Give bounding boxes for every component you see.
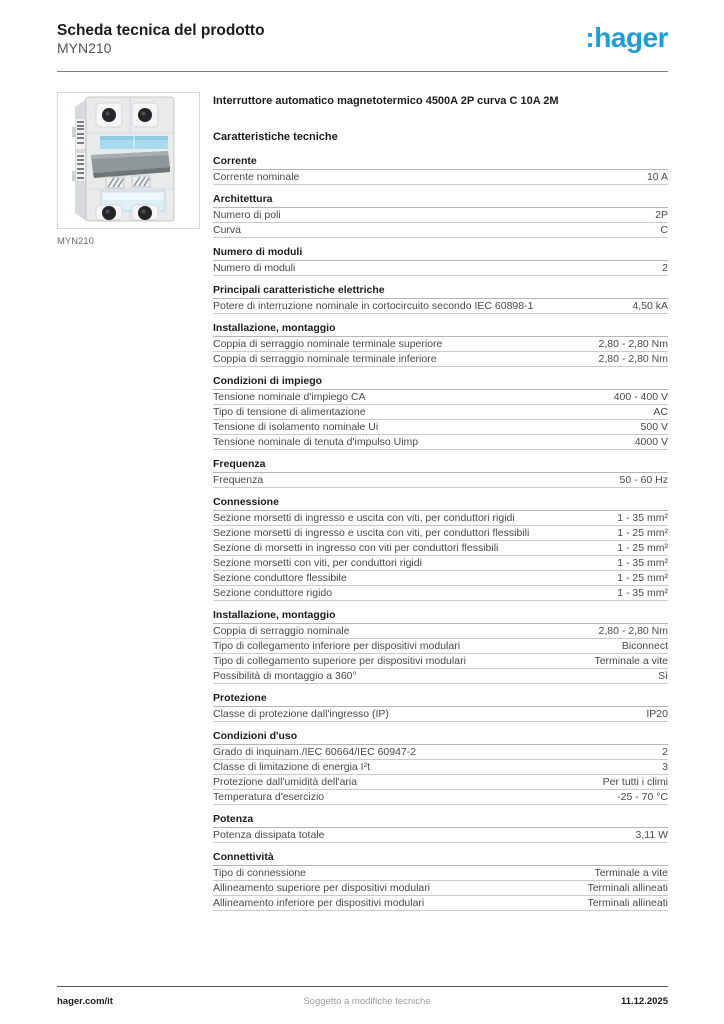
spec-row xyxy=(213,775,668,790)
page-title: Scheda tecnica del prodotto xyxy=(57,22,265,39)
spec-row xyxy=(213,624,668,639)
section-heading: Installazione, montaggio xyxy=(213,609,668,624)
product-image-caption: MYN210 xyxy=(57,236,94,247)
spec-value: 500 V xyxy=(640,420,668,433)
spec-row xyxy=(213,223,668,238)
spec-value: 4000 V xyxy=(634,435,668,448)
section-heading: Installazione, montaggio xyxy=(213,322,668,337)
circuit-breaker-illustration xyxy=(58,93,199,228)
spec-label: Sezione di morsetti in ingresso con viti per conduttori flessibili xyxy=(213,542,499,554)
spec-value: Per tutti i climi xyxy=(602,775,668,788)
document-header xyxy=(57,21,668,72)
spec-label: Tipo di connessione xyxy=(213,867,307,879)
section-heading: Condizioni d'uso xyxy=(213,730,668,745)
spec-row xyxy=(213,586,668,601)
spec-row xyxy=(213,790,668,805)
spec-value: 3,11 W xyxy=(635,828,668,841)
spec-row xyxy=(213,299,668,314)
spec-value: 400 - 400 V xyxy=(613,390,668,403)
main-content xyxy=(57,92,668,919)
spec-label: Sezione morsetti con viti, per conduttori rigidi xyxy=(213,557,422,569)
spec-section xyxy=(213,609,668,684)
spec-label: Sezione conduttore rigido xyxy=(213,587,333,599)
spec-section xyxy=(213,193,668,238)
spec-label: Tensione nominale d'impiego CA xyxy=(213,391,366,403)
section-heading: Principali caratteristiche elettriche xyxy=(213,284,668,299)
spec-value: Terminali allineati xyxy=(587,881,668,894)
spec-label: Coppia di serraggio nominale xyxy=(213,625,350,637)
spec-label: Curva xyxy=(213,224,242,236)
spec-label: Allineamento superiore per dispositivi modulari xyxy=(213,882,431,894)
spec-row xyxy=(213,511,668,526)
spec-section xyxy=(213,730,668,805)
section-heading: Corrente xyxy=(213,155,668,170)
spec-value: Biconnect xyxy=(621,639,668,652)
spec-label: Coppia di serraggio nominale terminale superiore xyxy=(213,338,443,350)
section-heading: Numero di moduli xyxy=(213,246,668,261)
spec-section xyxy=(213,851,668,911)
spec-label: Sezione morsetti di ingresso e uscita con viti, per conduttori rigidi xyxy=(213,512,515,524)
spec-row xyxy=(213,881,668,896)
hager-logo: :hager xyxy=(585,22,668,53)
section-heading: Connettività xyxy=(213,851,668,866)
spec-row xyxy=(213,390,668,405)
spec-label: Frequenza xyxy=(213,474,264,486)
spec-value: Terminali allineati xyxy=(587,896,668,909)
spec-label: Grado di inquinam./IEC 60664/IEC 60947-2 xyxy=(213,746,417,758)
spec-row xyxy=(213,435,668,450)
spec-row xyxy=(213,896,668,911)
spec-value: 2,80 - 2,80 Nm xyxy=(598,352,668,365)
spec-value: 50 - 60 Hz xyxy=(619,473,668,486)
spec-row xyxy=(213,669,668,684)
section-heading: Architettura xyxy=(213,193,668,208)
document-footer xyxy=(57,986,668,1024)
spec-label: Potere di interruzione nominale in cortocircuito secondo IEC 60898-1 xyxy=(213,300,534,312)
spec-label: Tensione di isolamento nominale Ui xyxy=(213,421,379,433)
spec-row xyxy=(213,208,668,223)
spec-label: Corrente nominale xyxy=(213,171,300,183)
spec-value: C xyxy=(660,223,668,236)
spec-row xyxy=(213,556,668,571)
spec-row xyxy=(213,745,668,760)
spec-row xyxy=(213,352,668,367)
spec-value: 10 A xyxy=(646,170,668,183)
spec-value: 2P xyxy=(655,208,668,221)
section-heading: Connessione xyxy=(213,496,668,511)
spec-row xyxy=(213,760,668,775)
spec-section xyxy=(213,246,668,276)
spec-value: 1 - 35 mm² xyxy=(617,556,668,569)
spec-sections xyxy=(213,155,668,911)
spec-label: Sezione morsetti di ingresso e uscita con viti, per conduttori flessibili xyxy=(213,527,530,539)
spec-row xyxy=(213,541,668,556)
spec-value: 2 xyxy=(662,745,668,758)
spec-label: Allineamento inferiore per dispositivi modulari xyxy=(213,897,425,909)
spec-label: Classe di protezione dall'ingresso (IP) xyxy=(213,708,389,720)
spec-label: Tensione nominale di tenuta d'impulso Uimp xyxy=(213,436,419,448)
spec-row xyxy=(213,654,668,669)
section-heading: Protezione xyxy=(213,692,668,707)
spec-value: 3 xyxy=(662,760,668,773)
spec-row xyxy=(213,261,668,276)
spec-row xyxy=(213,337,668,352)
spec-value: 1 - 25 mm² xyxy=(617,541,668,554)
spec-label: Tipo di collegamento superiore per dispositivi modulari xyxy=(213,655,466,667)
spec-value: 1 - 35 mm² xyxy=(617,586,668,599)
spec-row xyxy=(213,866,668,881)
header-titles xyxy=(57,21,265,57)
footer-website-link[interactable]: hager.com/it xyxy=(57,996,113,1007)
spec-value: 4,50 kA xyxy=(632,299,668,312)
spec-label: Potenza dissipata totale xyxy=(213,829,325,841)
spec-value: 1 - 25 mm² xyxy=(617,526,668,539)
product-photo xyxy=(57,92,200,229)
spec-section xyxy=(213,813,668,843)
section-heading: Potenza xyxy=(213,813,668,828)
section-heading: Frequenza xyxy=(213,458,668,473)
spec-label: Sezione conduttore flessibile xyxy=(213,572,347,584)
spec-row xyxy=(213,473,668,488)
product-image-column xyxy=(57,92,200,919)
spec-value: 2,80 - 2,80 Nm xyxy=(598,624,668,637)
spec-value: IP20 xyxy=(646,707,668,720)
spec-row xyxy=(213,420,668,435)
spec-row xyxy=(213,526,668,541)
spec-value: 1 - 35 mm² xyxy=(617,511,668,524)
spec-section xyxy=(213,322,668,367)
spec-value: Terminale a vite xyxy=(594,654,668,667)
spec-value: 2,80 - 2,80 Nm xyxy=(598,337,668,350)
spec-section xyxy=(213,284,668,314)
spec-label: Possibilità di montaggio a 360° xyxy=(213,670,357,682)
spec-row xyxy=(213,405,668,420)
footer-disclaimer: Soggetto a modifiche tecniche xyxy=(303,996,431,1007)
spec-label: Temperatura d'esercizio xyxy=(213,791,325,803)
spec-label: Numero di poli xyxy=(213,209,281,221)
spec-value: 1 - 25 mm² xyxy=(617,571,668,584)
spec-column xyxy=(213,92,668,919)
spec-section xyxy=(213,692,668,722)
spec-label: Tipo di collegamento inferiore per dispositivi modulari xyxy=(213,640,461,652)
spec-section xyxy=(213,496,668,601)
spec-value: AC xyxy=(653,405,668,418)
spec-value: 2 xyxy=(662,261,668,274)
product-reference: MYN210 xyxy=(57,40,112,56)
spec-label: Tipo di tensione di alimentazione xyxy=(213,406,366,418)
characteristics-title: Caratteristiche tecniche xyxy=(213,131,338,143)
spec-label: Classe di limitazione di energia I²t xyxy=(213,761,370,773)
section-heading: Condizioni di impiego xyxy=(213,375,668,390)
spec-section xyxy=(213,458,668,488)
product-title: Interruttore automatico magnetotermico 4500A 2P curva C 10A 2M xyxy=(213,95,559,107)
spec-row xyxy=(213,639,668,654)
spec-section xyxy=(213,375,668,450)
spec-row xyxy=(213,707,668,722)
spec-label: Numero di moduli xyxy=(213,262,296,274)
footer-date: 11.12.2025 xyxy=(620,996,668,1007)
spec-row xyxy=(213,571,668,586)
spec-section xyxy=(213,155,668,185)
spec-value: -25 - 70 °C xyxy=(617,790,668,803)
spec-label: Coppia di serraggio nominale terminale inferiore xyxy=(213,353,437,365)
spec-row xyxy=(213,170,668,185)
spec-label: Protezione dall'umidità dell'aria xyxy=(213,776,358,788)
spec-value: Terminale a vite xyxy=(594,866,668,879)
spec-row xyxy=(213,828,668,843)
spec-value: Sì xyxy=(658,669,668,682)
